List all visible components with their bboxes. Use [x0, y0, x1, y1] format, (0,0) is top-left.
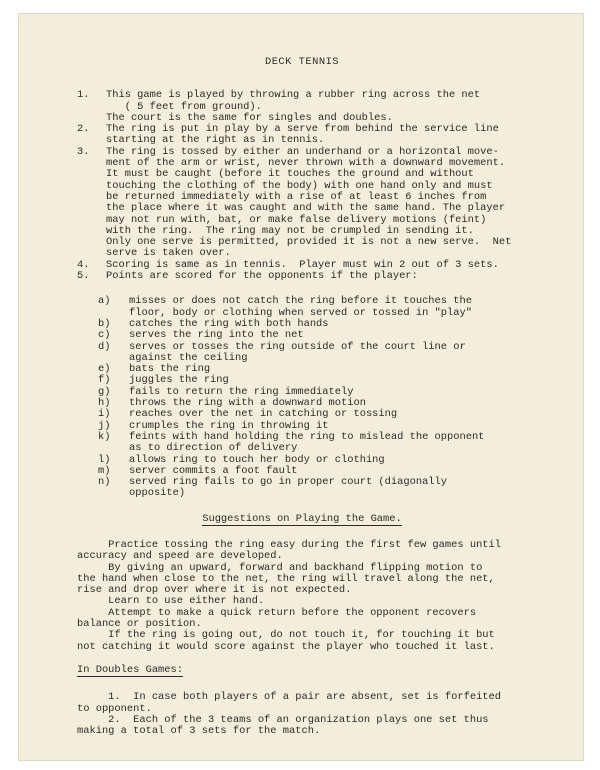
- doubles-text: [77, 692, 527, 737]
- foul-letter: f): [98, 374, 111, 387]
- suggestions-heading: Suggestions on Playing the Game.: [202, 512, 402, 525]
- rule-line: touching the clothing of the body) with one hand only and must: [106, 179, 493, 192]
- foul-line: server commits a foot fault: [129, 464, 298, 477]
- rule-line: It must be caught (before it touches the ground and without: [106, 168, 474, 181]
- fouls-list: [77, 296, 527, 499]
- rules-list: [77, 90, 527, 282]
- foul-text: [129, 330, 527, 341]
- foul-line: feints with hand holding the ring to mislead the opponent: [129, 430, 485, 443]
- foul-letter: n): [98, 476, 111, 489]
- rule-line: The ring is tossed by either an underhand or a horizontal move-: [106, 145, 499, 158]
- foul-line: throws the ring with a downward motion: [129, 397, 366, 410]
- foul-letter: l): [98, 453, 111, 466]
- rule-text: [106, 90, 527, 124]
- doubles-line: making a total of 3 sets for the match.: [77, 725, 321, 738]
- rule-text: [106, 271, 527, 282]
- rule-line: may not run with, bat, or make false delivery motions (feint): [106, 213, 487, 226]
- suggestion-line: balance or position.: [77, 618, 202, 631]
- foul-line: catches the ring with both hands: [129, 317, 329, 330]
- suggestion-line: not catching it would score against the player who touched it last.: [77, 640, 495, 653]
- rule-line: The ring is put in play by a serve from behind the service line: [106, 123, 499, 136]
- foul-item: [77, 342, 527, 365]
- foul-text: [129, 296, 527, 319]
- rule-line: ( 5 feet from ground).: [106, 100, 262, 113]
- foul-text: [129, 342, 527, 365]
- foul-letter: b): [98, 317, 111, 330]
- foul-letter: h): [98, 397, 111, 410]
- foul-letter: k): [98, 430, 111, 443]
- foul-item: [77, 330, 527, 341]
- foul-item: [77, 477, 527, 500]
- foul-letter: d): [98, 340, 111, 353]
- rule-number: 2.: [77, 123, 90, 136]
- foul-line: juggles the ring: [129, 374, 229, 387]
- foul-line: opposite): [129, 487, 186, 500]
- rule-line: Scoring is same as in tennis. Player must win 2 out of 3 sets.: [106, 258, 499, 271]
- suggestions-text: [77, 540, 527, 653]
- foul-line: fails to return the ring immediately: [129, 385, 354, 398]
- document-page: [18, 13, 584, 761]
- rule-number: 3.: [77, 145, 90, 158]
- rule-number: 4.: [77, 258, 90, 271]
- foul-line: reaches over the net in catching or tossing: [129, 408, 398, 421]
- foul-line: serves the ring into the net: [129, 329, 304, 342]
- foul-line: misses or does not catch the ring before it touches the: [129, 295, 472, 308]
- foul-line: serves or tosses the ring outside of the court line or: [129, 340, 466, 353]
- foul-text: [129, 432, 527, 455]
- foul-text: [129, 477, 527, 500]
- foul-item: [77, 432, 527, 455]
- foul-line: floor, body or clothing when served or tossed in "play": [129, 306, 472, 319]
- suggestion-line: Learn to use either hand.: [77, 595, 265, 608]
- foul-line: served ring fails to go in proper court (diagonally: [129, 476, 448, 489]
- rule-item: [77, 90, 527, 124]
- rule-item: [77, 271, 527, 282]
- foul-letter: i): [98, 408, 111, 421]
- doubles-line: 2. Each of the 3 teams of an organization plays one set thus: [77, 713, 489, 726]
- foul-letter: g): [98, 385, 111, 398]
- doubles-line: to opponent.: [77, 702, 152, 715]
- document-content: [77, 57, 527, 737]
- suggestion-line: rise and drop over where it is not expected.: [77, 584, 352, 597]
- suggestion-line: the hand when close to the net, the ring will travel along the net,: [77, 572, 495, 585]
- suggestion-line: accuracy and speed are developed.: [77, 550, 283, 563]
- foul-letter: a): [98, 295, 111, 308]
- rule-line: the place where it was caught and with the same hand. The player: [106, 202, 506, 215]
- doubles-heading: In Doubles Games:: [77, 663, 184, 676]
- rule-line: starting at the right as in tennis.: [106, 134, 325, 147]
- page-title: DECK TENNIS: [264, 56, 340, 68]
- foul-line: allows ring to touch her body or clothing: [129, 453, 385, 466]
- foul-line: crumples the ring in throwing it: [129, 419, 329, 432]
- foul-text: [129, 409, 527, 420]
- doubles-line: 1. In case both players of a pair are absent, set is forfeited: [77, 691, 502, 704]
- rule-item: [77, 124, 527, 147]
- suggestion-line: If the ring is going out, do not touch it, for touching it but: [77, 629, 495, 642]
- rule-line: serve is taken over.: [106, 247, 231, 260]
- foul-letter: e): [98, 363, 111, 376]
- rule-item: [77, 147, 527, 260]
- rule-line: Only one serve is permitted, provided it is not a new serve. Net: [106, 236, 512, 249]
- suggestion-line: Practice tossing the ring easy during the first few games until: [77, 538, 502, 551]
- suggestion-line: By giving an upward, forward and backhand flipping motion to: [77, 561, 483, 574]
- foul-letter: c): [98, 329, 111, 342]
- rule-text: [106, 124, 527, 147]
- rule-text: [106, 147, 527, 260]
- rule-line: The court is the same for singles and doubles.: [106, 111, 393, 124]
- rule-line: ment of the arm or wrist, never thrown with a downward movement.: [106, 157, 506, 170]
- foul-letter: m): [98, 464, 111, 477]
- suggestion-line: Attempt to make a quick return before the opponent recovers: [77, 606, 477, 619]
- foul-line: as to direction of delivery: [129, 442, 298, 455]
- rule-line: be returned immediately with a rise of at least 6 inches from: [106, 190, 487, 203]
- rule-number: 1.: [77, 89, 90, 102]
- foul-line: bats the ring: [129, 363, 211, 376]
- rule-line: This game is played by throwing a rubber ring across the net: [106, 89, 481, 102]
- foul-item: [77, 296, 527, 319]
- rule-number: 5.: [77, 270, 90, 283]
- foul-line: against the ceiling: [129, 351, 248, 364]
- rule-line: Points are scored for the opponents if the player:: [106, 270, 418, 283]
- rule-line: with the ring. The ring may not be crumpled in sending it.: [106, 224, 474, 237]
- foul-letter: j): [98, 419, 111, 432]
- foul-item: [77, 409, 527, 420]
